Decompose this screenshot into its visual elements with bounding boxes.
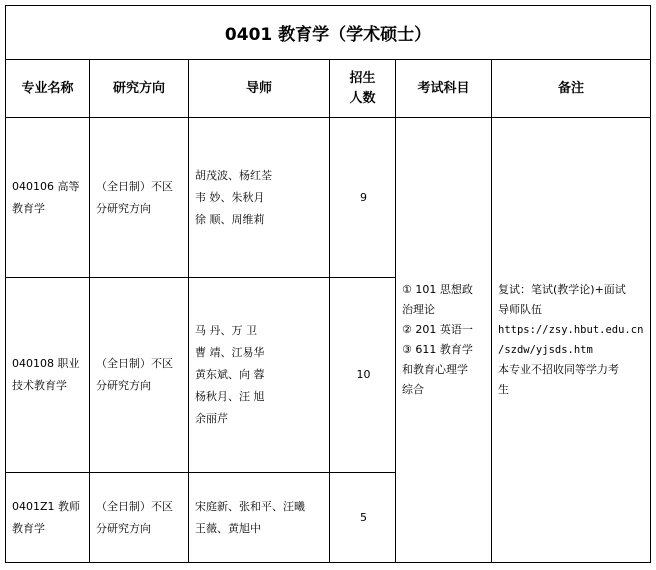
direction-line-2: 分研究方向 (96, 379, 151, 392)
direction-cell (90, 118, 189, 278)
advisor-line: 黄东斌、向 蓉 (195, 368, 265, 381)
header-subjects: 考试科目 (396, 60, 492, 118)
major-name-line-2: 技术教育学 (12, 379, 67, 392)
advisor-line: 韦 妙、朱秋月 (195, 190, 265, 204)
header-advisors: 导师 (189, 60, 330, 118)
advisor-line: 胡茂波、杨红荃 (195, 168, 272, 182)
subject-line: 治理论 (402, 303, 435, 316)
major-cell (6, 278, 90, 473)
major-name-line-2: 教育学 (12, 201, 45, 215)
major-name-line-1: 040106 高等 (12, 179, 80, 193)
advisors-cell (189, 473, 330, 563)
notes-url-line-2[interactable]: /szdw/yjsds.htm (498, 344, 593, 356)
direction-line-1: （全日制）不区 (96, 179, 173, 193)
header-notes: 备注 (492, 60, 651, 118)
header-enrollment-line-2: 人数 (349, 90, 376, 106)
advisor-line: 余丽芹 (195, 412, 228, 425)
notes-advisor-team: 导师队伍 (498, 303, 542, 316)
direction-line-1: （全日制）不区 (96, 357, 173, 370)
admissions-table (5, 5, 651, 563)
advisor-line: 徐 顺、周维莉 (195, 212, 265, 226)
advisor-line: 宋庭新、张和平、汪曦 (195, 499, 305, 513)
major-cell (6, 473, 90, 563)
major-name-line-2: 教育学 (12, 521, 45, 535)
major-name-line-1: 040108 职业 (12, 357, 80, 370)
subject-line: 综合 (402, 383, 424, 396)
subject-line: ③ 611 教育学 (402, 343, 473, 356)
advisor-line: 王薇、黄旭中 (195, 521, 261, 535)
direction-cell (90, 278, 189, 473)
notes-restriction-line-1: 本专业不招收同等学力考 (498, 363, 619, 376)
header-direction: 研究方向 (90, 60, 189, 118)
header-enrollment (330, 60, 396, 118)
table-row (6, 118, 651, 278)
subject-line: ① 101 思想政 (402, 283, 473, 296)
subject-line: 和教育心理学 (402, 363, 468, 376)
direction-line-2: 分研究方向 (96, 201, 151, 215)
advisors-cell (189, 118, 330, 278)
major-name-line-1: 0401Z1 教师 (12, 499, 81, 513)
enrollment-count: 5 (330, 473, 396, 563)
advisor-line: 马 丹、万 卫 (195, 324, 257, 337)
advisors-cell (189, 278, 330, 473)
notes-restriction-line-2: 生 (498, 383, 509, 396)
direction-line-2: 分研究方向 (96, 521, 151, 535)
direction-cell (90, 473, 189, 563)
notes-url-line-1[interactable]: https://zsy.hbut.edu.cn (498, 324, 644, 336)
enrollment-count: 9 (330, 118, 396, 278)
advisor-line: 杨秋月、汪 旭 (195, 390, 265, 403)
header-major: 专业名称 (6, 60, 90, 118)
enrollment-count: 10 (330, 278, 396, 473)
table-title: 0401 教育学（学术硕士） (6, 6, 651, 60)
notes-retest: 复试：笔试(教学论)+面试 (498, 283, 626, 296)
advisor-line: 曹 靖、江易华 (195, 346, 265, 359)
major-cell (6, 118, 90, 278)
direction-line-1: （全日制）不区 (96, 499, 173, 513)
header-row (6, 60, 651, 118)
notes-cell (492, 118, 651, 563)
header-enrollment-line-1: 招生 (349, 70, 376, 86)
subject-line: ② 201 英语一 (402, 323, 473, 336)
exam-subjects-cell (396, 118, 492, 563)
